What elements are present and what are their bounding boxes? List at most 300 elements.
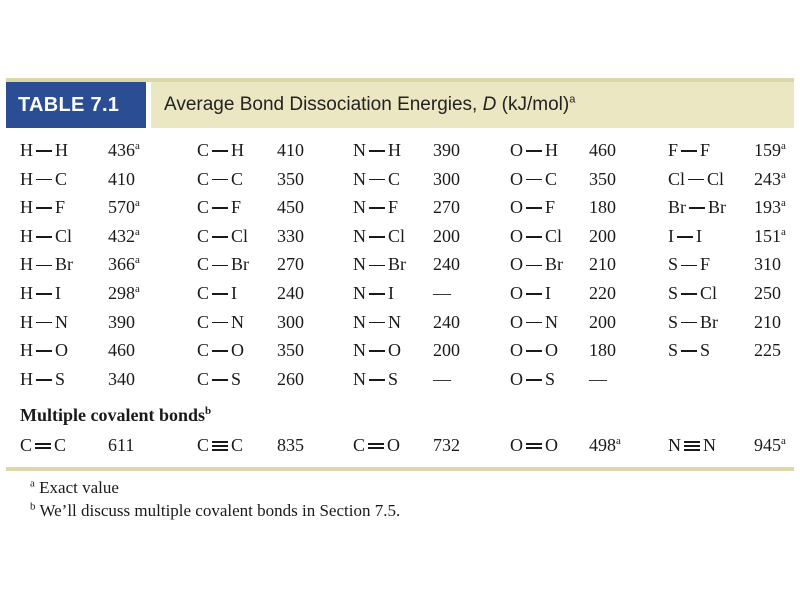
bond-energy-value [433,165,460,193]
energy-number: 350 [277,340,304,361]
energy-number: 945 [754,435,781,455]
atom-symbol: S [55,368,66,389]
atom-symbol: N [388,311,401,332]
atom-symbol: I [55,283,61,303]
atom-symbol: H [388,140,401,160]
single-bond-line [212,379,228,381]
single-bond-line [212,265,228,267]
single-bond-line [36,179,52,181]
bond-formula [197,193,241,221]
bond-formula [668,165,724,193]
bond-energy-value [589,250,616,278]
atom-symbol: N [353,197,366,218]
title-suffix: (kJ/mol) [496,94,570,115]
single-bond-line [36,265,52,267]
atom-symbol: Cl [668,168,686,189]
atom-symbol: N [353,168,366,189]
bond-formula [353,279,394,307]
atom-symbol: F [700,254,711,275]
multiple-bond-row [0,431,800,459]
atom-symbol: C [231,168,244,189]
atom-symbol: H [231,140,245,160]
atom-symbol: S [668,254,679,275]
atom-symbol: I [388,283,394,303]
atom-symbol: F [668,140,679,160]
double-bond-line [35,447,51,448]
single-bond-line [369,150,385,152]
atom-symbol: S [545,368,556,389]
atom-symbol: O [510,283,523,303]
bond-energy-value [277,165,304,193]
bond-energy-value [108,336,135,364]
atom-symbol: O [545,340,558,361]
bond-energy-value [589,136,616,164]
atom-symbol: Cl [231,225,249,246]
double-bond-line [526,447,542,448]
single-bond-line [36,350,52,352]
single-bond-line [689,207,705,209]
single-bond-line [526,379,542,381]
title-footnote-mark: a [569,93,576,106]
bond-formula [197,279,237,307]
bond-formula [353,336,401,364]
bond-energy-value [108,250,140,278]
bond-formula [197,165,243,193]
single-bond-line [681,350,697,352]
single-bond-line [36,293,52,295]
bond-formula [197,308,244,336]
atom-symbol: F [388,197,399,218]
bond-formula [668,250,710,278]
energy-number: 210 [589,254,616,275]
bond-energy-value [433,193,460,221]
triple-bond-line [684,445,700,446]
atom-symbol: Br [700,311,719,332]
bottom-rule [6,467,794,471]
energy-number: 200 [433,340,460,361]
energy-number: 180 [589,197,616,218]
atom-symbol: Br [668,197,686,218]
atom-symbol: Cl [55,225,73,246]
atom-symbol: Br [231,254,250,275]
single-bond-line [369,379,385,381]
bond-energy-value [754,165,786,193]
single-bond-line [681,150,697,152]
bond-formula [353,365,398,393]
atom-symbol: S [231,368,242,389]
single-bond-line [526,179,542,181]
single-bond-line [36,150,52,152]
single-bond-line [526,150,542,152]
bond-energy-value [754,222,786,250]
energy-number: 410 [108,168,135,189]
atom-symbol: C [20,435,33,455]
bond-formula [20,279,61,307]
table-header [6,82,794,128]
energy-number: 193 [754,197,781,218]
bond-energy-value [589,308,616,336]
bond-formula [510,431,558,459]
atom-symbol: Cl [707,168,725,189]
bond-energy-value [433,222,460,250]
table-title [151,82,794,128]
atom-symbol: O [55,340,68,361]
atom-symbol: N [353,311,366,332]
atom-symbol: C [55,168,68,189]
bond-energy-value [108,279,140,307]
bond-formula [510,222,562,250]
atom-symbol: H [20,283,33,303]
single-bond-line [688,179,704,181]
energy-number: 200 [589,311,616,332]
energy-number: — [433,368,451,389]
energy-number: 270 [277,254,304,275]
bond-formula [353,222,405,250]
bond-formula [20,193,65,221]
bond-formula [510,308,558,336]
table-row [0,193,800,221]
bond-energy-value [754,431,786,459]
bond-energy-value [108,136,140,164]
bond-formula [197,431,243,459]
bond-energy-value [589,193,616,221]
atom-symbol: N [353,254,366,275]
atom-symbol: Cl [388,225,406,246]
footnote-mark: a [616,435,621,447]
single-bond-line [526,236,542,238]
bond-formula [20,222,72,250]
energy-number: 410 [277,140,304,160]
atom-symbol: C [388,168,401,189]
bond-formula [20,431,66,459]
bond-formula [197,336,244,364]
single-bond-line [36,379,52,381]
single-bond-line [526,265,542,267]
footnote-mark: a [135,254,140,267]
bond-energy-value [277,308,304,336]
bond-energy-value [754,279,781,307]
triple-bond-line [212,445,228,446]
table-row [0,222,800,250]
atom-symbol: C [197,435,210,455]
energy-number: 366 [108,254,135,275]
energy-number: 570 [108,197,135,218]
bond-energy-value [433,136,460,164]
atom-symbol: S [388,368,399,389]
bond-formula [510,193,555,221]
atom-symbol: H [20,340,33,361]
single-bond-line [369,350,385,352]
bond-energy-value [433,308,460,336]
bond-energy-value [277,250,304,278]
bond-energy-value [108,222,140,250]
energy-number: — [433,283,451,303]
bond-energy-value [589,222,616,250]
bond-formula [668,279,717,307]
footnote-mark: a [781,197,786,210]
footnote-mark: a [781,140,786,152]
energy-number: 450 [277,197,304,218]
single-bond-line [36,322,52,324]
atom-symbol: Br [55,254,73,275]
atom-symbol: I [696,225,702,246]
atom-symbol: O [231,340,245,361]
bond-formula [197,222,248,250]
bond-energy-value [277,365,304,393]
single-bond-line [36,207,52,209]
atom-symbol: F [700,140,711,160]
footnote-mark: a [135,140,140,152]
atom-symbol: H [20,225,33,246]
bond-energy-value [754,250,781,278]
energy-number: 300 [277,311,304,332]
table-row [0,165,800,193]
energy-number: 159 [754,140,781,160]
atom-symbol: Cl [545,225,563,246]
atom-symbol: C [197,254,210,275]
energy-number: 200 [433,225,460,246]
energy-number: 330 [277,225,304,246]
table-row [0,136,800,164]
energy-number: 240 [277,283,304,303]
atom-symbol: O [545,435,558,455]
atom-symbol: F [55,197,66,218]
bond-energy-value [433,365,451,393]
single-bond-line [526,293,542,295]
atom-symbol: C [197,197,210,218]
bond-formula [20,136,68,164]
energy-number: 151 [754,225,781,246]
atom-symbol: C [197,225,210,246]
atom-symbol: F [545,197,556,218]
table-row [0,250,800,278]
bond-energy-value [433,336,460,364]
atom-symbol: N [353,283,366,303]
single-bond-line [212,179,228,181]
footnote-mark: a [781,168,786,181]
atom-symbol: C [197,368,210,389]
energy-number: 180 [589,340,616,361]
atom-symbol: N [353,140,366,160]
bond-formula [668,308,718,336]
bond-formula [510,250,563,278]
atom-symbol: N [668,435,681,455]
single-bond-line [681,293,697,295]
energy-number: 350 [277,168,304,189]
energy-number: 732 [433,435,460,455]
atom-symbol: Br [388,254,406,275]
single-bond-line [212,207,228,209]
atom-symbol: C [54,435,67,455]
atom-symbol: N [353,340,366,361]
energy-number: 390 [108,311,135,332]
atom-symbol: O [510,254,523,275]
bond-formula [510,279,551,307]
bond-formula [668,222,702,250]
bond-formula [510,165,557,193]
atom-symbol: H [545,140,558,160]
atom-symbol: Br [708,197,726,218]
atom-symbol: S [668,283,679,303]
bond-energy-value [277,136,304,164]
bond-energy-value [589,365,607,393]
atom-symbol: C [545,168,558,189]
atom-symbol: H [55,140,68,160]
atom-symbol: F [231,197,242,218]
atom-symbol: O [510,168,523,189]
atom-symbol: O [510,340,523,361]
energy-number: 390 [433,140,460,160]
single-bond-line [36,236,52,238]
single-bond-line [369,207,385,209]
title-prefix: Average Bond Dissociation Energies, [164,94,483,115]
bond-formula [20,365,65,393]
energy-number: 340 [108,368,135,389]
double-bond-line [368,447,384,448]
bond-formula [197,136,244,164]
footnote-mark: a [135,225,140,238]
bond-formula [510,136,558,164]
energy-number: 243 [754,168,781,189]
footnote-mark: a [135,197,140,210]
atom-symbol: H [20,254,33,275]
single-bond-line [369,293,385,295]
bond-energy-value [589,165,616,193]
atom-symbol: C [197,168,210,189]
table-row [0,336,800,364]
single-bond-line [526,207,542,209]
energy-number: 498 [589,435,616,455]
single-bond-line [212,293,228,295]
bond-formula [20,308,68,336]
bond-energy-value [277,193,304,221]
table-row [0,308,800,336]
atom-symbol: S [668,340,679,361]
atom-symbol: S [700,340,711,361]
atom-symbol: N [703,435,716,455]
energy-number: 250 [754,283,781,303]
energy-number: 298 [108,283,135,303]
atom-symbol: H [20,140,33,160]
atom-symbol: N [545,311,558,332]
atom-symbol: N [55,311,68,332]
atom-symbol: C [353,435,366,455]
atom-symbol: O [510,140,523,160]
single-bond-line [681,265,697,267]
energy-number: 350 [589,168,616,189]
bond-formula [353,431,400,459]
bond-energy-value [108,308,135,336]
atom-symbol: N [231,311,245,332]
atom-symbol: O [510,225,523,246]
atom-symbol: O [510,311,523,332]
atom-symbol: H [20,197,33,218]
bond-energy-value [277,431,304,459]
footnote-mark: b [30,500,36,513]
footnote-mark: a [781,435,786,447]
bond-formula [20,250,73,278]
single-bond-line [526,322,542,324]
atom-symbol: O [510,197,523,218]
energy-number: 611 [108,435,135,455]
title-symbol: D [482,94,497,115]
single-bond-line [677,236,693,238]
atom-symbol: O [387,435,401,455]
atom-symbol: S [668,311,679,332]
single-bond-line [212,350,228,352]
single-bond-line [212,150,228,152]
energy-number: 436 [108,140,135,160]
atom-symbol: C [197,140,210,160]
multiple-bonds-footnote-mark: b [205,405,212,417]
atom-symbol: H [20,311,33,332]
footnotes [30,476,400,522]
bond-energy-value [277,279,304,307]
single-bond-line [681,322,697,324]
bond-formula [510,365,555,393]
energy-number: 220 [589,283,616,303]
bond-formula [668,431,716,459]
bond-energy-value [589,279,616,307]
energy-number: — [589,368,607,389]
atom-symbol: I [545,283,551,303]
bond-formula [668,336,710,364]
atom-symbol: C [197,311,210,332]
atom-symbol: I [231,283,238,303]
atom-symbol: O [510,368,523,389]
footnote [30,476,400,499]
atom-symbol: O [388,340,401,361]
multiple-bonds-heading-text: Multiple covalent bonds [20,405,206,425]
table-label: TABLE 7.1 [6,82,146,128]
bond-energy-value [277,222,304,250]
energy-number: 260 [277,368,304,389]
energy-number: 310 [754,254,781,275]
bond-energy-value [277,336,304,364]
bond-formula [353,308,401,336]
energy-number: 240 [433,254,460,275]
energy-number: 270 [433,197,460,218]
energy-number: 460 [589,140,616,160]
table-row [0,279,800,307]
table-row [0,365,800,393]
footnote [30,499,400,522]
energy-number: 460 [108,340,135,361]
bond-energy-value [754,193,786,221]
bond-energy-value [589,431,621,459]
bond-energy-value [108,431,134,459]
bond-energy-value [433,431,460,459]
bond-energy-value [108,365,135,393]
bond-formula [353,136,401,164]
bond-formula [353,193,398,221]
bond-formula [353,250,406,278]
atom-symbol: N [353,368,366,389]
atom-symbol: I [668,225,674,246]
bond-energy-value [108,193,140,221]
bond-formula [20,336,68,364]
energy-number: 200 [589,225,616,246]
atom-symbol: C [197,340,210,361]
bond-energy-value [754,336,781,364]
atom-symbol: C [231,435,244,455]
energy-number: 432 [108,225,135,246]
energy-number: 210 [754,311,781,332]
footnote-text: We’ll discuss multiple covalent bonds in Section 7.5. [35,501,401,520]
bond-energy-value [433,250,460,278]
footnote-mark: a [135,283,140,295]
bond-formula [20,165,67,193]
